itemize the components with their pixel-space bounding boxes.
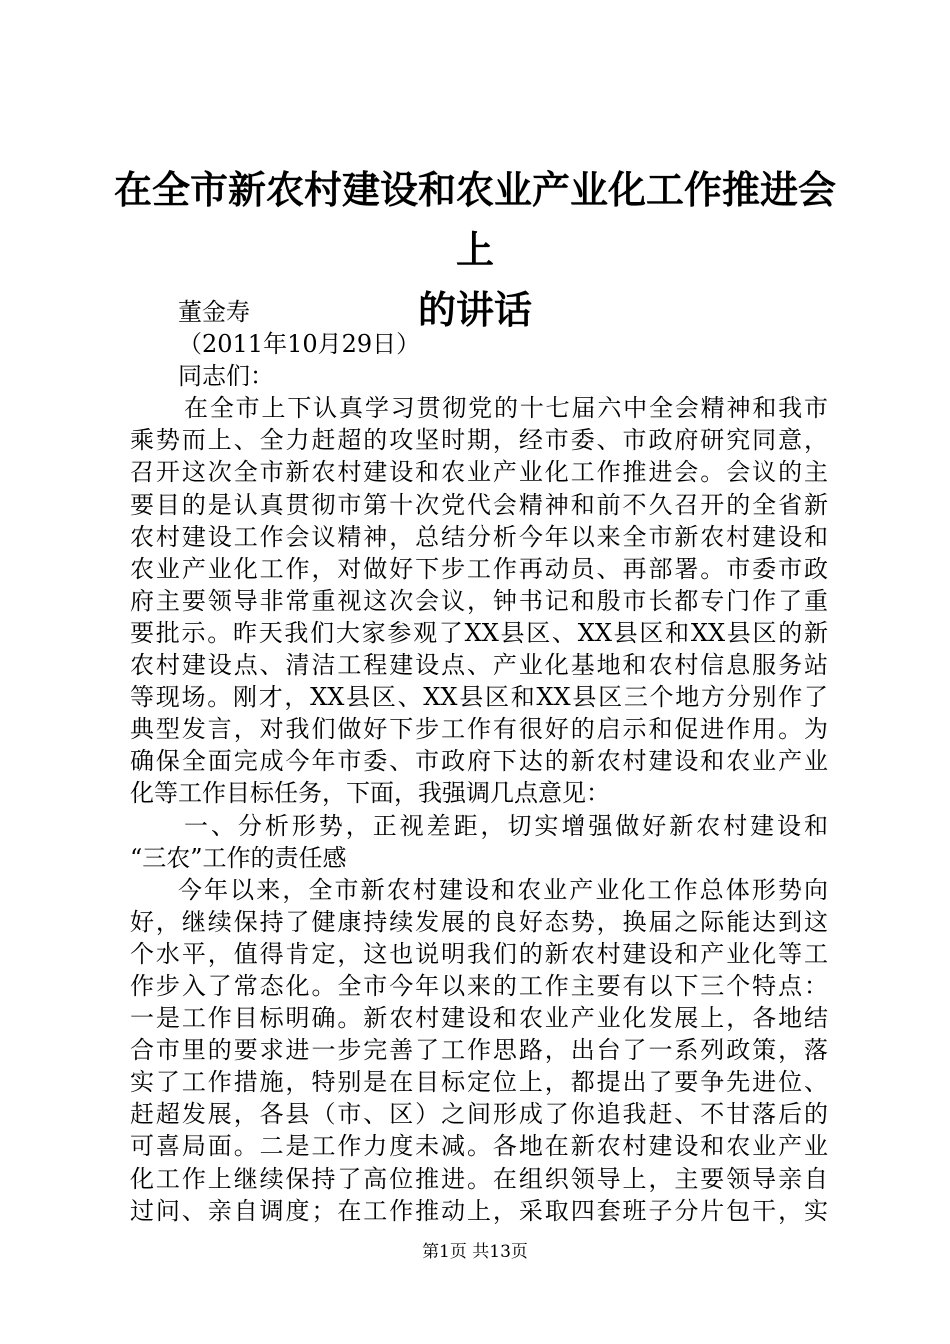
- salutation: 同志们：: [178, 362, 274, 391]
- paragraph-line: 可喜局面。二是工作力度未减。各地在新农村建设和农业产业: [130, 1132, 828, 1161]
- paragraph-line: 典型发言，对我们做好下步工作有很好的启示和促进作用。为: [130, 715, 828, 744]
- document-body: [130, 296, 828, 1227]
- paragraph-line: 一是工作目标明确。新农村建设和农业产业化发展上，各地结: [130, 1004, 828, 1033]
- paragraph-line: 好，继续保持了健康持续发展的良好态势，换届之际能达到这: [130, 907, 828, 936]
- paragraph-line: 作步入了常态化。全市今年以来的工作主要有以下三个特点：: [130, 971, 828, 1000]
- paragraph-line: 农业产业化工作，对做好下步工作再动员、再部署。市委市政: [130, 554, 828, 583]
- paragraph-line: 今年以来，全市新农村建设和农业产业化工作总体形势向: [178, 875, 828, 904]
- paragraph-line: 要目的是认真贯彻市第十次党代会精神和前不久召开的全省新: [130, 490, 828, 519]
- page-footer: [0, 1240, 950, 1264]
- author-name: 董金寿: [178, 298, 250, 326]
- speech-date: （2011年10月29日）: [178, 330, 421, 359]
- paragraph-line: 要批示。昨天我们大家参观了XX县区、XX县区和XX县区的新: [130, 618, 828, 647]
- paragraph-line: 过问、亲自调度；在工作推动上，采取四套班子分片包干，实: [130, 1196, 828, 1225]
- section-heading-line-2: “三农”工作的责任感: [130, 843, 347, 872]
- section-heading-line-1: 一、分析形势，正视差距，切实增强做好新农村建设和: [184, 811, 828, 840]
- paragraph-line: 合市里的要求进一步完善了工作思路，出台了一系列政策，落: [130, 1036, 828, 1065]
- paragraph-line: 实了工作措施，特别是在目标定位上，都提出了要争先进位、: [130, 1068, 828, 1097]
- paragraph-line: 赶超发展，各县（市、区）之间形成了你追我赶、不甘落后的: [130, 1100, 828, 1129]
- paragraph-line: 农村建设工作会议精神，总结分析今年以来全市新农村建设和: [130, 522, 828, 551]
- paragraph-line: 确保全面完成今年市委、市政府下达的新农村建设和农业产业: [130, 747, 828, 776]
- paragraph-line: 个水平，值得肯定，这也说明我们的新农村建设和产业化等工: [130, 939, 828, 968]
- page-number: 第1页 共13页: [422, 1242, 528, 1262]
- paragraph-line: 化工作上继续保持了高位推进。在组织领导上，主要领导亲自: [130, 1164, 828, 1193]
- paragraph-line: 召开这次全市新农村建设和农业产业化工作推进会。会议的主: [130, 458, 828, 487]
- title-line-2: 的讲话: [417, 288, 532, 332]
- paragraph-line: 等现场。刚才，XX县区、XX县区和XX县区三个地方分别作了: [130, 683, 828, 712]
- paragraph-line: 乘势而上、全力赶超的攻坚时期，经市委、市政府研究同意，: [130, 426, 828, 455]
- paragraph-line: 府主要领导非常重视这次会议，钟书记和殷市长都专门作了重: [130, 586, 828, 615]
- paragraph-line: 化等工作目标任务，下面，我强调几点意见：: [130, 779, 610, 808]
- title-line-1: 在全市新农村建设和农业产业化工作推进会上: [113, 168, 836, 272]
- paragraph-line: 在全市上下认真学习贯彻党的十七届六中全会精神和我市: [184, 394, 828, 423]
- paragraph-line: 农村建设点、清洁工程建设点、产业化基地和农村信息服务站: [130, 651, 828, 680]
